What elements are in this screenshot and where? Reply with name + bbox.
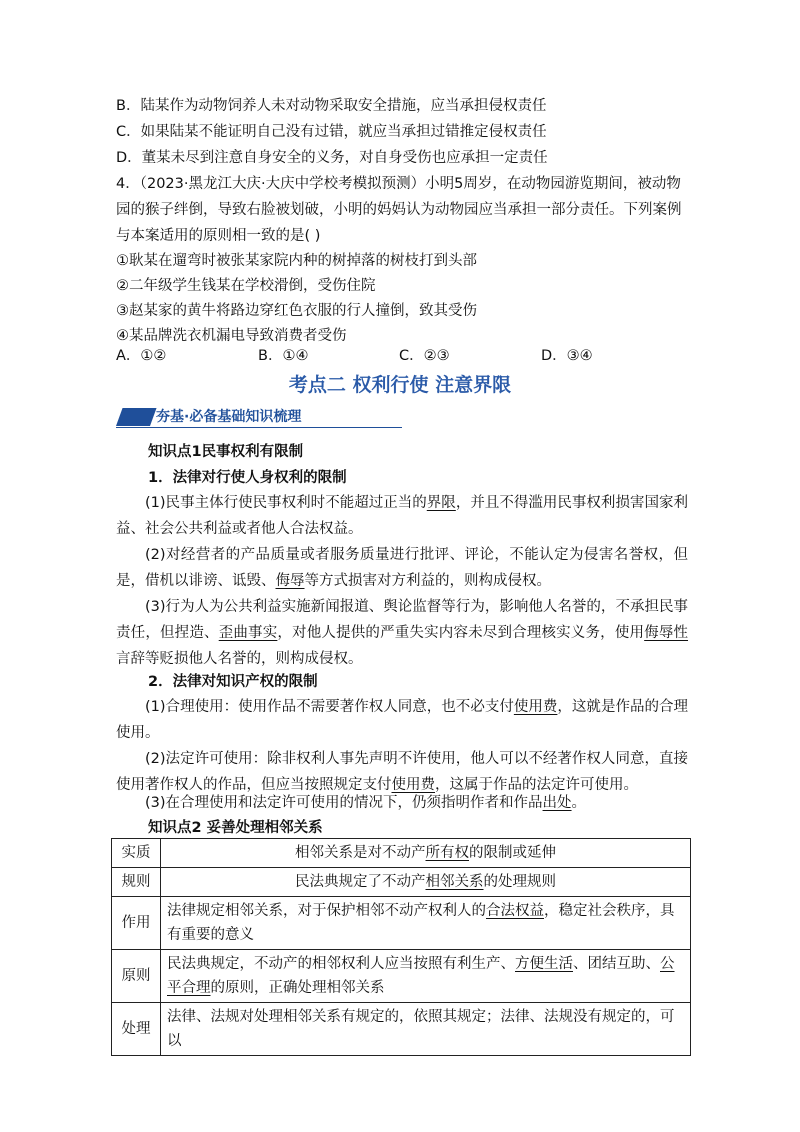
table-row [112,839,691,868]
row-content: 法律规定相邻关系，对于保护相邻不动产权利人的合法权益，稳定社会秩序，具有重要的意义 [161,897,691,950]
underlined-term: 相邻关系 [425,874,484,890]
table-row [112,868,691,897]
underlined-term: 公平合理 [167,956,675,996]
kp1-paragraph-1: (1)民事主体行使民事权利时不能超过正当的界限，并且不得滥用民事权利损害国家利益、社会公共利益或者他人合法权益。 [116,495,689,537]
kp2-title: 知识点2 妥善处理相邻关系 [148,820,323,836]
row-key: 规则 [112,868,161,897]
underlined-term: 侮辱 [275,573,305,589]
underlined-term: 界限 [426,495,456,511]
underlined-term: 使用费 [513,699,558,715]
underlined-term: 所有权 [425,845,469,861]
banner-label: 夯基·必备基础知识梳理 [156,409,302,425]
q4-item-4: ④某品牌洗衣机漏电导致消费者受伤 [116,328,347,344]
kp1-sub1: 1．法律对行使人身权利的限制 [148,470,347,486]
kp1-paragraph-4: (1)合理使用：使用作品不需要著作权人同意，也不必支付使用费，这就是作品的合理使用。 [116,699,689,741]
underlined-term: 侮辱性 [644,625,689,641]
row-key: 作用 [112,897,161,950]
kp1-paragraph-2: (2)对经营者的产品质量或者服务质量进行批评、评论，不能认定为侵害名誉权，但是，借机以诽谤、诋毁、侮辱等方式损害对方利益的，则构成侵权。 [116,547,688,589]
row-content: 相邻关系是对不动产所有权的限制或延伸 [161,839,691,868]
q4-stem-line-2: 园的猴子绊倒，导致右脸被划破，小明的妈妈认为动物园应当承担一部分责任。下列案例 [116,202,682,218]
q4-item-2: ②二年级学生钱某在学校滑倒，受伤住院 [116,278,376,294]
q4-stem-line-1: 4．（2023·黑龙江大庆·大庆中学校考模拟预测）小明5周岁，在动物园游览期间，被动物 [116,176,681,192]
row-content: 法律、法规对处理相邻关系有规定的，依照其规定；法律、法规没有规定的，可以 [161,1003,691,1056]
row-content: 民法典规定，不动产的相邻权利人应当按照有利生产、方便生活、团结互助、公平合理的原则，正确处理相邻关系 [161,950,691,1003]
section-banner [116,408,402,430]
table-row [112,1003,691,1056]
row-key: 原则 [112,950,161,1003]
underlined-term: 使用费 [391,777,435,793]
q4-choice-b: B．①④ [258,348,309,364]
banner-rule [116,427,402,428]
row-content: 民法典规定了不动产相邻关系的处理规则 [161,868,691,897]
q3-option-b: B．陆某作为动物饲养人未对动物采取安全措施，应当承担侵权责任 [116,98,547,114]
underlined-term: 方便生活 [515,956,573,972]
q4-choice-a: A．①② [116,348,167,364]
section-heading: 考点二 权利行使 注意界限 [288,374,512,396]
kp1-paragraph-6: (3)在合理使用和法定许可使用的情况下，仍须指明作者和作品出处。 [145,795,587,811]
kp1-paragraph-5: (2)法定许可使用：除非权利人事先声明不许使用，他人可以不经著作权人同意，直接使用著作权人的作品，但应当按照规定支付使用费，这属于作品的法定许可使用。 [116,751,688,793]
q4-item-3: ③赵某家的黄牛将路边穿红色衣服的行人撞倒，致其受伤 [116,303,477,319]
q4-choice-d: D．③④ [541,348,593,364]
kp1-sub2: 2．法律对知识产权的限制 [148,674,318,690]
q4-item-1: ①耿某在遛弯时被张某家院内种的树掉落的树枝打到头部 [116,253,477,269]
row-key: 实质 [112,839,161,868]
underlined-term: 歪曲事实 [218,625,278,641]
q3-option-d: D．董某未尽到注意自身安全的义务，对自身受伤也应承担一定责任 [116,150,548,166]
table-row [112,897,691,950]
underlined-term: 合法权益 [486,903,544,919]
neighbor-relations-table [111,838,691,1056]
row-key: 处理 [112,1003,161,1056]
q4-stem-line-3: 与本案适用的原则相一致的是( ) [116,228,321,244]
banner-tag-shape [116,408,157,426]
kp1-title: 知识点1民事权利有限制 [148,444,304,460]
q4-choice-c: C．②③ [399,348,450,364]
kp1-paragraph-3: (3)行为人为公共利益实施新闻报道、舆论监督等行为，影响他人名誉的，不承担民事责任，但捏造、歪曲事实，对他人提供的严重失实内容未尽到合理核实义务，使用侮辱性言辞等贬损他人名誉的，则构成侵权。 [116,599,689,667]
table-row [112,950,691,1003]
q3-option-c: C．如果陆某不能证明自己没有过错，就应当承担过错推定侵权责任 [116,124,547,140]
underlined-term: 出处 [542,795,572,811]
